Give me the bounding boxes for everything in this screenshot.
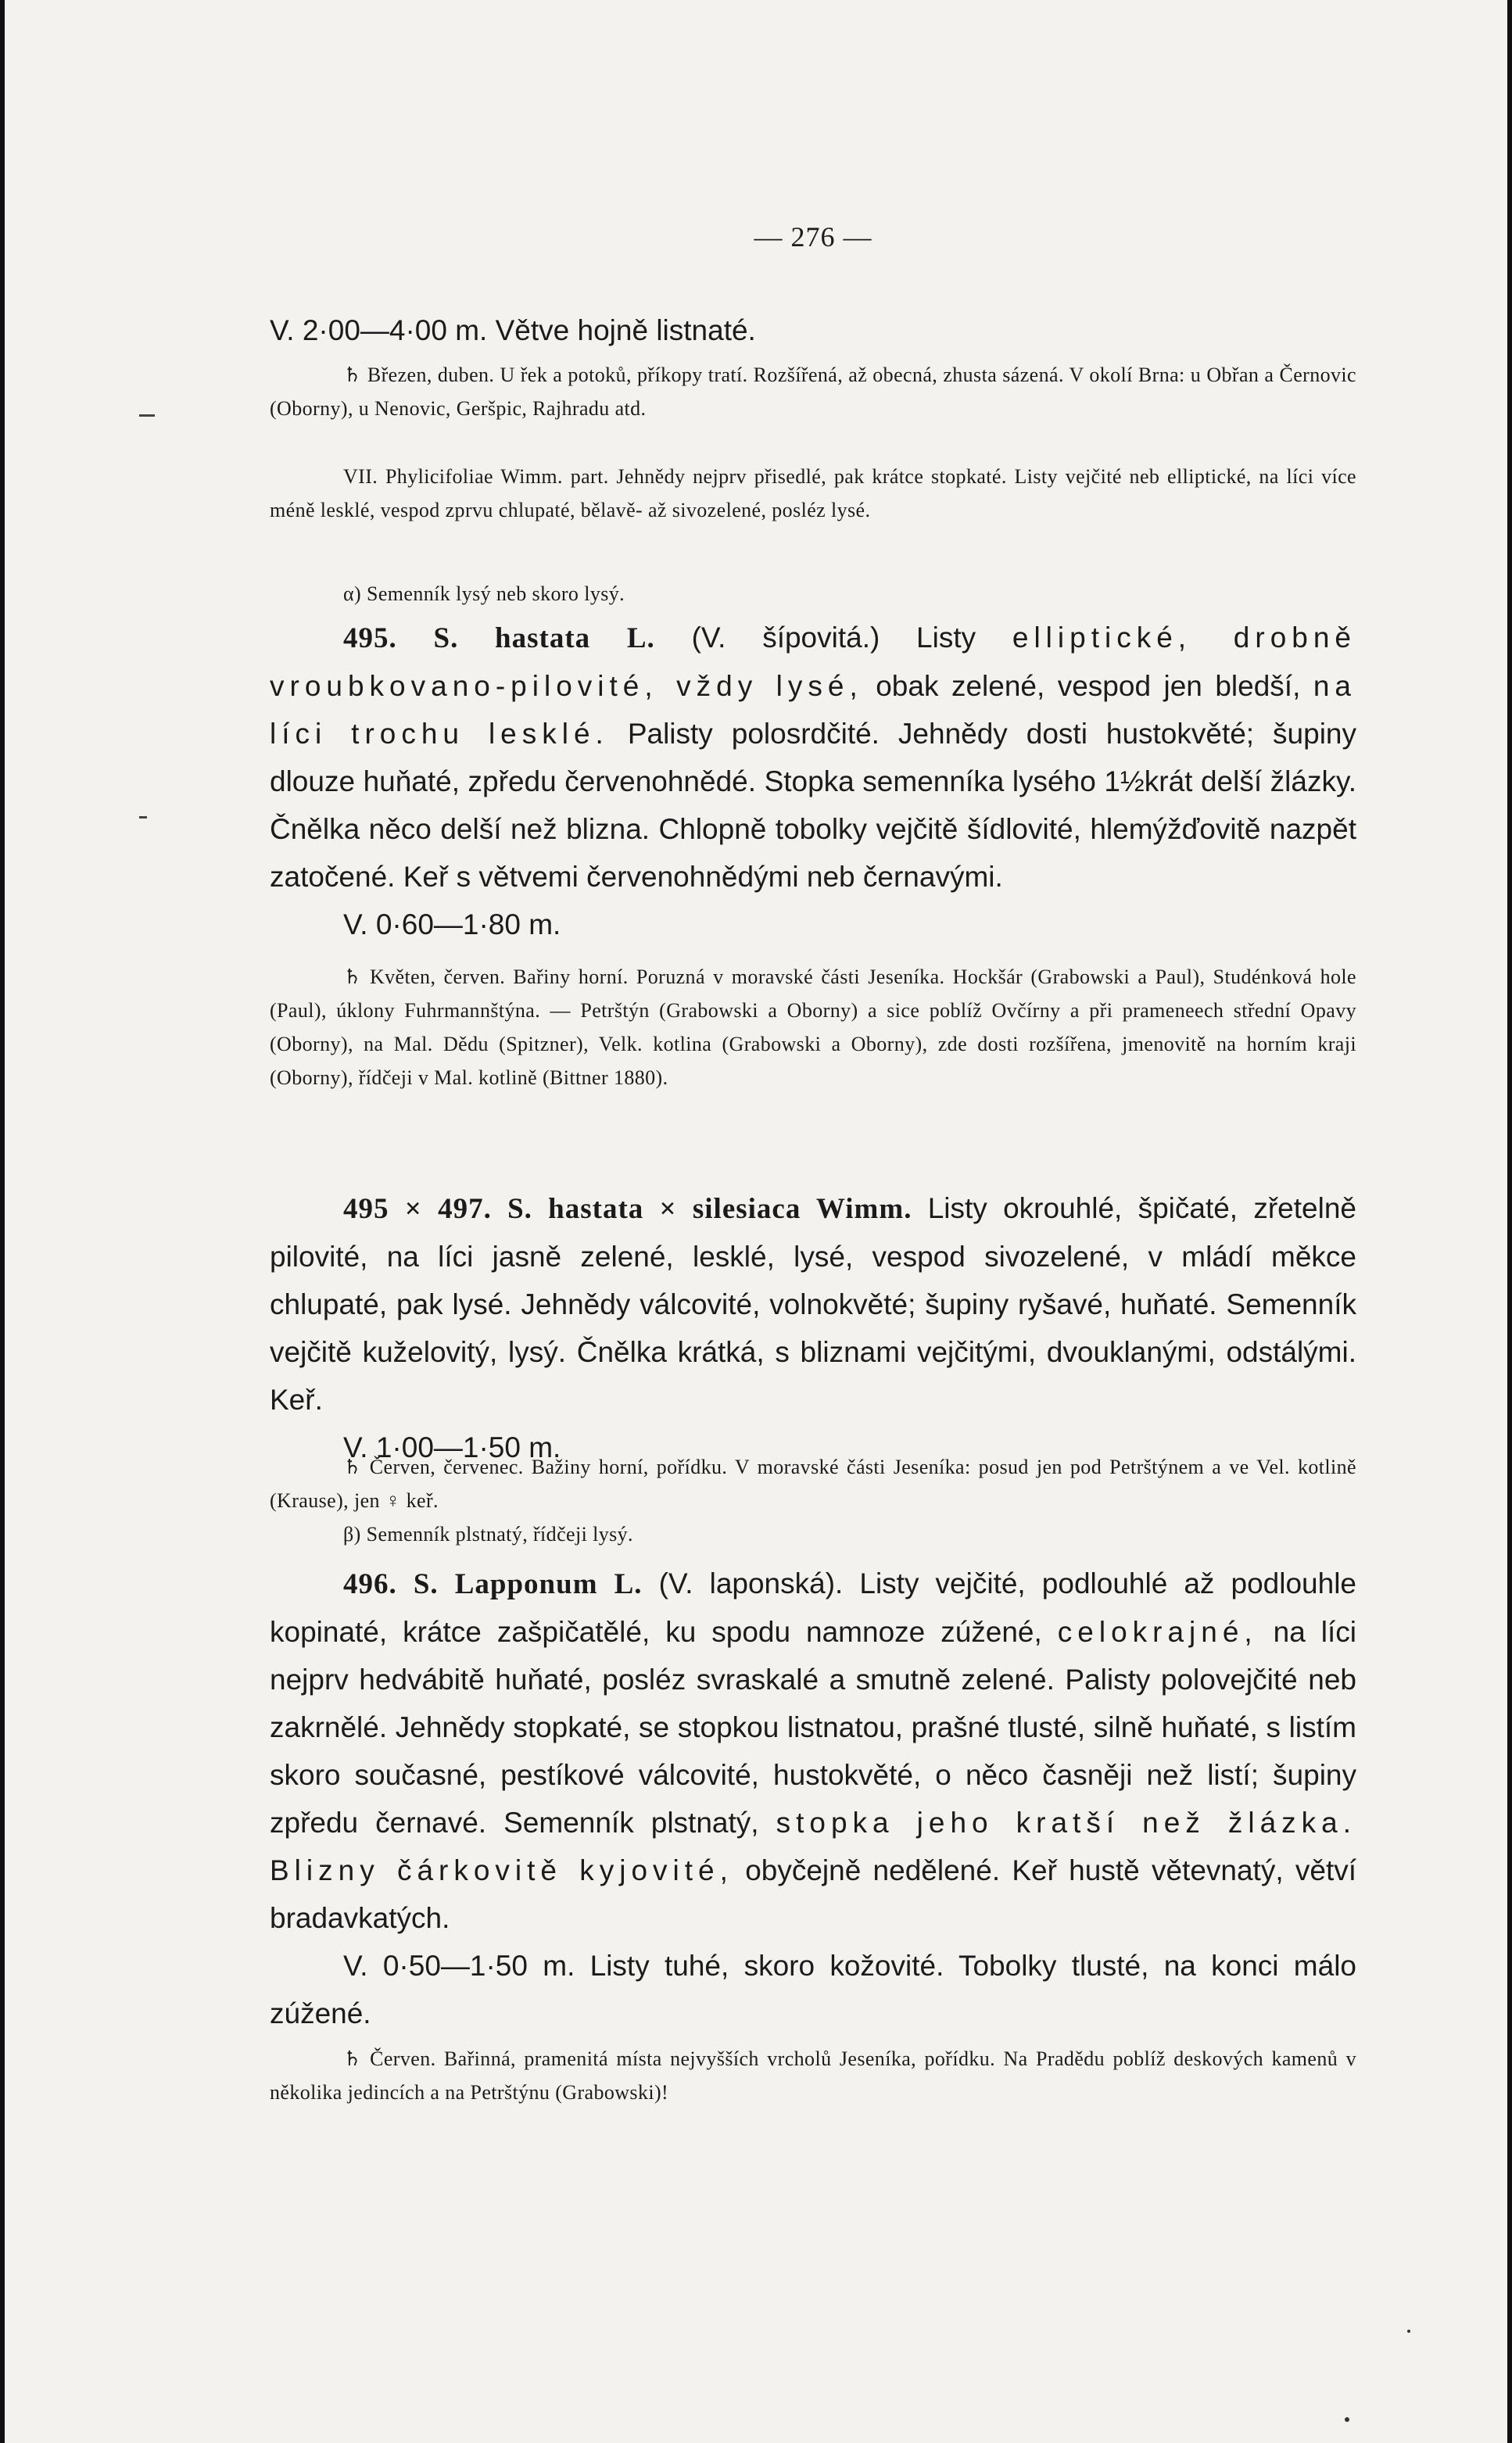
species-495-number: 495. (343, 622, 397, 654)
variety-description: VII. Phylicifoliae Wimm. part. Jehnědy nejprv přisedlé, pak krátce stopkaté. Listy vejčité neb elliptické, na líci více méně lesklé, vespod zprvu chlupaté, bělavě- až sivozelené, posléz lysé. (270, 465, 1356, 521)
species-496-name: S. Lapponum L. (413, 1568, 643, 1600)
species-496-spaced-1: celokrajné, (1057, 1616, 1258, 1648)
species-496-text-2: obyčejně nedělené. Keř hustě větevnatý, větví bradavkatých. (270, 1854, 1356, 1934)
species-496-description (270, 1560, 1356, 1942)
species-496-spaced-2: stopka jeho kratší než žlázka. Blizny čárkovitě kyjovité, (270, 1807, 1357, 1886)
scan-speck (1345, 2417, 1349, 2422)
species-495-lead: (V. šípovitá.) Listy (691, 621, 976, 654)
scan-mark (139, 414, 155, 417)
species-495-habitat-block (270, 960, 1356, 1094)
beta-note: β) Semenník plstnatý, řídčeji lysý. (343, 1523, 633, 1546)
species-496-habitat: ♄ Červen. Bařinná, pramenitá místa nejvyšších vrcholů Jeseníka, pořídku. Na Pradědu poblíž deskových kamenů v několika jedincích a na Petrštýnu (Grabowski)! (270, 2047, 1356, 2104)
scan-right-border (1507, 0, 1512, 2443)
species-495-text-1: obak zelené, vespod jen bledší, (876, 670, 1301, 702)
species-496-size: V. 0·50—1·50 m. Listy tuhé, skoro kožovité. Tobolky tlusté, na konci málo zúžené. (270, 1950, 1356, 2029)
hybrid-number: 495 × 497. (343, 1193, 492, 1225)
hybrid-habitat-block (270, 1450, 1356, 1551)
alpha-block (270, 577, 1356, 611)
variety-block (270, 460, 1356, 527)
species-495-size: V. 0·60—1·80 m. (343, 908, 561, 940)
species-496-habitat-block (270, 2042, 1356, 2109)
species-496 (270, 1560, 1356, 2037)
hybrid-495x497 (270, 1184, 1356, 1471)
species-495-name: S. hastata L. (433, 622, 655, 654)
scan-mark (139, 816, 147, 819)
page-number: — 276 — (754, 221, 872, 253)
species-495-spaced-2: na líci trochu lesklé. (270, 670, 1357, 750)
species-495-description (270, 614, 1356, 901)
hybrid-habitat: ♄ Červen, červenec. Bažiny horní, pořídku. V moravské části Jeseníka: posud jen pod Petrštýnem a ve Vel. kotlině (Krause), jen ♀ keř. (270, 1456, 1356, 1512)
scan-left-border (0, 0, 5, 2443)
intro-habitat-block (270, 358, 1356, 425)
species-495-habitat: ♄ Květen, červen. Bařiny horní. Poruzná v moravské části Jeseníka. Hockšár (Grabowski a Paul), Studénková hole (Paul), úklony Fuhrmannštýna. — Petrštýn (Grabowski a Oborny) a sice poblíž Ovčírny a při prameneech střední Opavy (Oborny), na Mal. Dědu (Spitzner), Velk. kotlina (Grabowski a Oborny), zde dosti rozšířena, jmenovitě na horním kraji (Oborny), řídčeji v Mal. kotlině (Bittner 1880). (270, 965, 1356, 1089)
scan-speck (1407, 2330, 1410, 2333)
intro-size-block (270, 306, 1356, 354)
species-495-text-2: Palisty polosrdčité. Jehnědy dosti hustokvěté; šupiny dlouze huňaté, zpředu červenohnědé. Stopka semenníka lysého 1½krát delší žlázky. Čnělka něco delší než blizna. Chlopně tobolky vejčitě šídlovité, hlemýžďovitě nazpět zatočené. Keř s větvemi červenohnědými neb černavými. (270, 718, 1357, 893)
species-496-lead: (V. laponská). Listy vejčité, podlouhlé až podlouhle kopinaté, krátce zašpičatělé, ku spodu namnoze zúžené, (270, 1567, 1357, 1648)
alpha-note: α) Semenník lysý neb skoro lysý. (343, 582, 625, 605)
species-496-text-1: na líci nejprv hedvábitě huňaté, posléz svraskalé a smutně zelené. Palisty polovejčité neb zakrnělé. Jehnědy stopkaté, se stopkou listnatou, prašné tlusté, silně huňaté, s listím skoro současné, pestíkové válcovité, hustokvěté, o něco časněji než listí; šupiny zpředu černavé. Semenník plstnatý, (270, 1616, 1357, 1839)
hybrid-size: V. 1·00—1·50 m. (343, 1431, 561, 1463)
hybrid-text: Listy okrouhlé, špičaté, zřetelně pilovité, na líci jasně zelené, lesklé, lysé, vespod sivozelené, v mládí měkce chlupaté, pak lysé. Jehnědy válcovité, volnokvěté; šupiny ryšavé, huňaté. Semenník vejčitě kuželovitý, lysý. Čnělka krátká, s bliznami vejčitými, dvouklanými, odstálými. Keř. (270, 1192, 1356, 1416)
hybrid-name: S. hastata × silesiaca Wimm. (507, 1193, 912, 1225)
intro-habitat: ♄ Březen, duben. U řek a potoků, příkopy tratí. Rozšířená, až obecná, zhusta sázená. V okolí Brna: u Obřan a Černovic (Oborny), u Nenovic, Geršpic, Rajhradu atd. (270, 364, 1356, 420)
species-496-number: 496. (343, 1568, 397, 1600)
hybrid-description (270, 1184, 1356, 1424)
species-495-spaced-1: elliptické, drobně vroubkovano-pilovité, vždy lysé, (270, 621, 1357, 702)
intro-size-line: V. 2·00—4·00 m. Větve hojně listnaté. (270, 314, 756, 346)
species-495 (270, 614, 1356, 948)
